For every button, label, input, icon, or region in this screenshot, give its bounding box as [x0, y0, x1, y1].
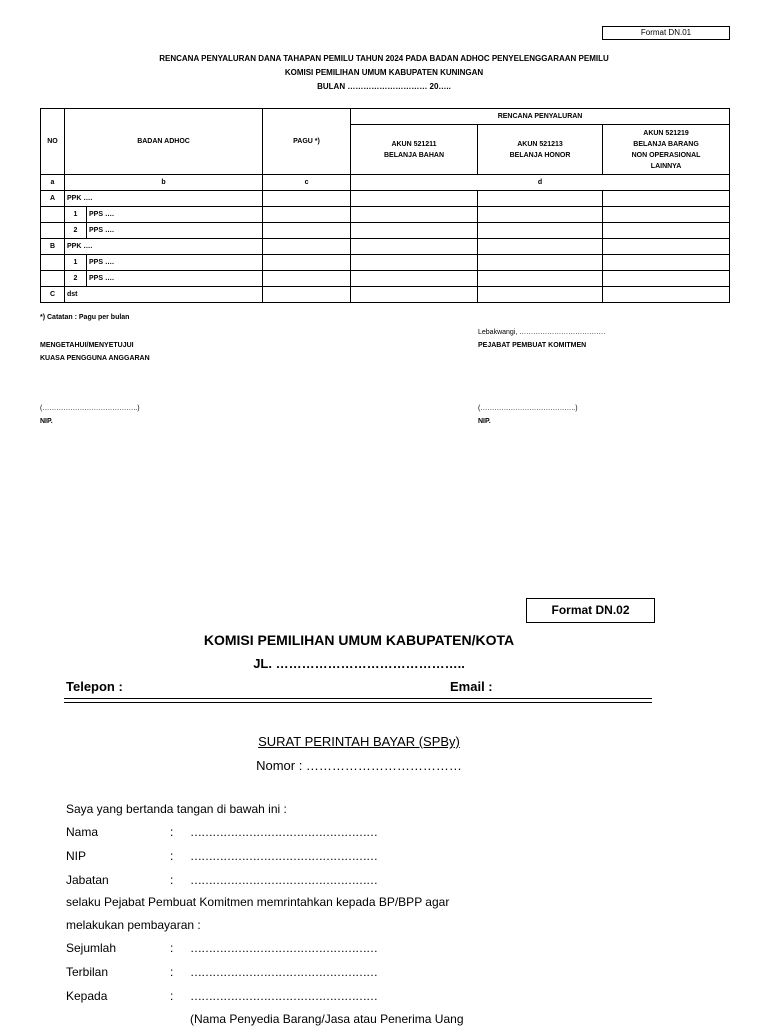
field-label: Jabatan — [66, 873, 109, 887]
row-name: PPS …. — [87, 223, 263, 239]
row-akun-521211 — [351, 271, 478, 287]
index-d: d — [351, 175, 730, 191]
left-sign-line1: MENGETAHUI/MENYETUJUI — [40, 342, 134, 349]
akun-521211-code: AKUN 521211 — [391, 140, 437, 148]
field-value: …………………………………………… — [190, 849, 377, 863]
header-rule-top — [64, 698, 652, 699]
row-name: PPS …. — [87, 255, 263, 271]
akun-521219-desc2: NON OPERASIONAL — [631, 151, 701, 159]
row-sub-no: 1 — [65, 255, 87, 271]
row-no — [41, 255, 65, 271]
index-c: c — [263, 175, 351, 191]
row-akun-521219 — [603, 255, 730, 271]
rencana-penyaluran-table — [40, 108, 730, 303]
table-row — [41, 287, 730, 303]
header-pagu: PAGU *) — [263, 109, 351, 175]
table-row — [41, 271, 730, 287]
row-akun-521213 — [478, 207, 603, 223]
row-name: dst — [65, 287, 263, 303]
dn01-note: *) Catatan : Pagu per bulan — [40, 314, 130, 321]
field-label: Terbilan — [66, 965, 109, 979]
row-no: A — [41, 191, 65, 207]
row-name: PPK …. — [65, 239, 263, 255]
table-row — [41, 239, 730, 255]
row-akun-521219 — [603, 271, 730, 287]
header-rencana-penyaluran: RENCANA PENYALURAN — [351, 109, 730, 125]
row-akun-521213 — [478, 223, 603, 239]
dn01-title-line3: BULAN ………………………… 20….. — [317, 82, 451, 91]
field-colon: : — [170, 849, 174, 863]
row-no: B — [41, 239, 65, 255]
row-pagu — [263, 271, 351, 287]
header-akun-521213 — [478, 125, 603, 175]
row-no — [41, 271, 65, 287]
field-label: NIP — [66, 849, 87, 863]
field-value: …………………………………………… — [190, 941, 377, 955]
table-row — [41, 191, 730, 207]
row-akun-521211 — [351, 223, 478, 239]
header-badan-adhoc: BADAN ADHOC — [65, 109, 263, 175]
email-label: Email : — [450, 679, 493, 694]
akun-521213-desc: BELANJA HONOR — [509, 151, 571, 159]
field-value: …………………………………………… — [190, 825, 377, 839]
akun-521211-desc: BELANJA BAHAN — [384, 151, 445, 159]
akun-521219-desc1: BELANJA BARANG — [633, 140, 699, 148]
org-title: KOMISI PEMILIHAN UMUM KABUPATEN/KOTA — [203, 632, 515, 648]
table-row — [41, 223, 730, 239]
row-name: PPS …. — [87, 271, 263, 287]
row-akun-521213 — [478, 271, 603, 287]
row-sub-no: 1 — [65, 207, 87, 223]
left-nip: NIP. — [40, 418, 53, 425]
field-colon: : — [170, 989, 174, 1003]
row-akun-521211 — [351, 207, 478, 223]
field-value: …………………………………………… — [190, 965, 377, 979]
row-akun-521219 — [603, 207, 730, 223]
table-row — [41, 207, 730, 223]
field-label: Sejumlah — [66, 941, 117, 955]
akun-521219-code: AKUN 521219 — [643, 129, 689, 137]
row-akun-521213 — [478, 239, 603, 255]
org-address: JL. …………………………………….. — [253, 656, 465, 671]
recipient-note: (Nama Penyedia Barang/Jasa atau Penerima Uang — [190, 1012, 464, 1026]
row-no — [41, 207, 65, 223]
right-nip: NIP. — [478, 418, 491, 425]
row-pagu — [263, 207, 351, 223]
row-akun-521211 — [351, 287, 478, 303]
row-akun-521219 — [603, 191, 730, 207]
table-row — [41, 255, 730, 271]
field-colon: : — [170, 825, 174, 839]
row-akun-521219 — [603, 287, 730, 303]
left-signatory-name: (…………………………………..) — [40, 405, 140, 412]
order-line2: melakukan pembayaran : — [66, 918, 201, 932]
doc-number: Nomor : ……………………………… — [256, 758, 462, 773]
phone-label: Telepon : — [66, 679, 123, 694]
field-colon: : — [170, 965, 174, 979]
row-akun-521213 — [478, 287, 603, 303]
row-pagu — [263, 223, 351, 239]
header-akun-521219 — [603, 125, 730, 175]
row-akun-521213 — [478, 255, 603, 271]
index-b: b — [65, 175, 263, 191]
row-name: PPS …. — [87, 207, 263, 223]
right-sign-line1: PEJABAT PEMBUAT KOMITMEN — [478, 342, 587, 349]
format-dn02-label: Format DN.02 — [526, 598, 655, 623]
field-label: Kepada — [66, 989, 108, 1003]
row-pagu — [263, 239, 351, 255]
format-dn01-label: Format DN.01 — [602, 26, 730, 40]
dn01-title-line2: KOMISI PEMILIHAN UMUM KABUPATEN KUNINGAN — [284, 68, 484, 77]
field-value: …………………………………………… — [190, 873, 377, 887]
index-a: a — [41, 175, 65, 191]
row-name: PPK …. — [65, 191, 263, 207]
row-pagu — [263, 287, 351, 303]
row-akun-521211 — [351, 239, 478, 255]
row-akun-521211 — [351, 191, 478, 207]
order-line1: selaku Pejabat Pembuat Komitmen memrintahkan kepada BP/BPP agar — [66, 895, 450, 909]
place-date: Lebakwangi, ………………………………. — [478, 329, 606, 336]
row-akun-521219 — [603, 223, 730, 239]
intro-text: Saya yang bertanda tangan di bawah ini : — [66, 802, 287, 816]
header-rule-bottom — [64, 702, 652, 703]
row-pagu — [263, 191, 351, 207]
row-sub-no: 2 — [65, 271, 87, 287]
field-label: Nama — [66, 825, 99, 839]
field-colon: : — [170, 873, 174, 887]
header-akun-521211 — [351, 125, 478, 175]
field-value: …………………………………………… — [190, 989, 377, 1003]
row-no: C — [41, 287, 65, 303]
field-colon: : — [170, 941, 174, 955]
row-no — [41, 223, 65, 239]
akun-521219-desc3: LAINNYA — [650, 162, 682, 170]
row-akun-521213 — [478, 191, 603, 207]
right-signatory-name: (…………………………………..) — [478, 405, 578, 412]
row-akun-521211 — [351, 255, 478, 271]
dn01-title-line1: RENCANA PENYALURAN DANA TAHAPAN PEMILU TAHUN 2024 PADA BADAN ADHOC PENYELENGGARAAN PEMILU — [159, 54, 609, 63]
row-sub-no: 2 — [65, 223, 87, 239]
row-akun-521219 — [603, 239, 730, 255]
akun-521213-code: AKUN 521213 — [517, 140, 563, 148]
header-no: NO — [41, 109, 65, 175]
left-sign-line2: KUASA PENGGUNA ANGGARAN — [40, 355, 150, 362]
doc-title: SURAT PERINTAH BAYAR (SPBy) — [258, 734, 460, 749]
row-pagu — [263, 255, 351, 271]
